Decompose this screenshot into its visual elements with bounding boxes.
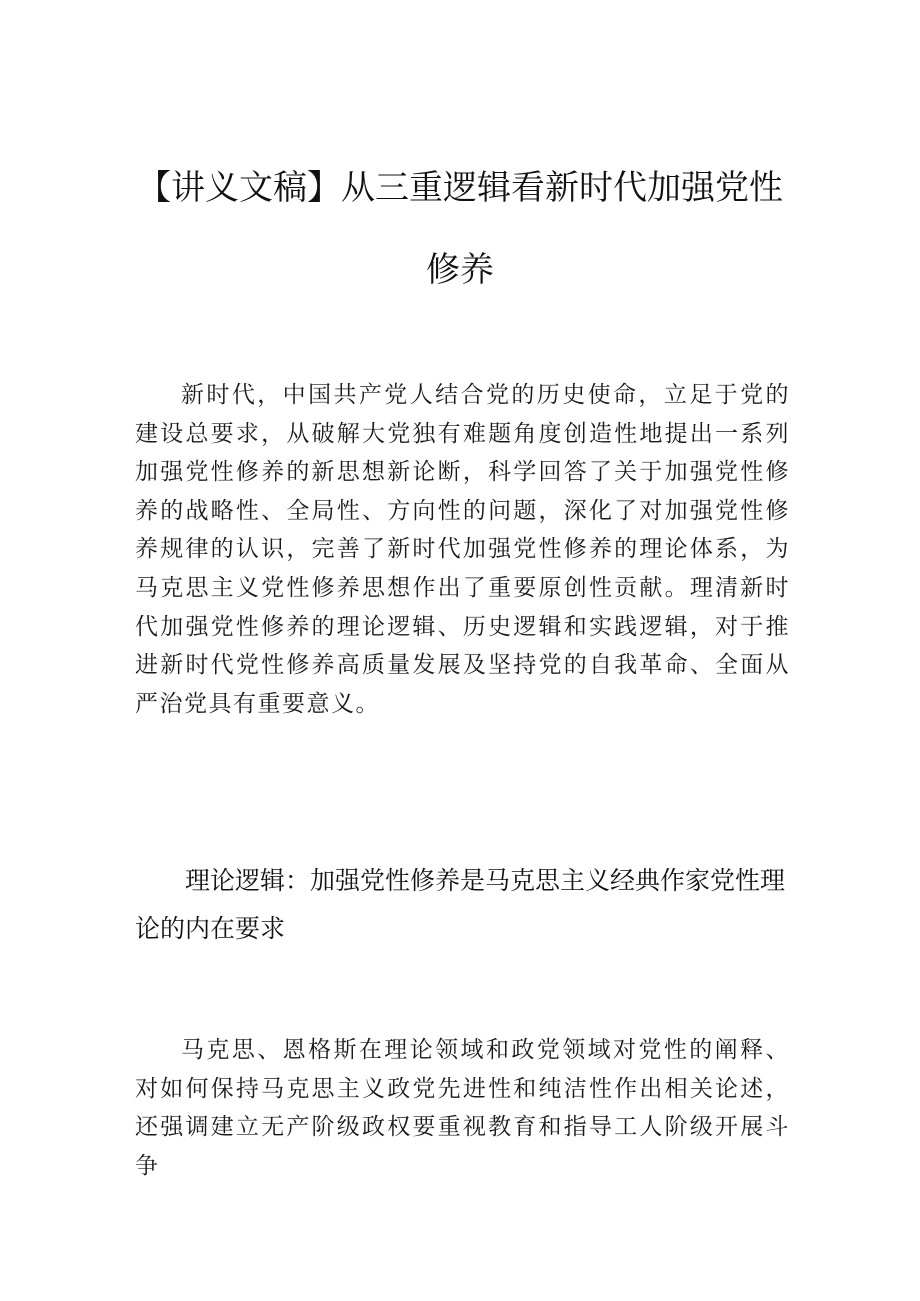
document-title-line-1: 【讲义文稿】从三重逻辑看新时代加强党性 [137, 168, 783, 208]
document-title-line-2: 修养 [426, 250, 494, 290]
body-paragraph-theory-logic: 马克思、恩格斯在理论领域和政党领域对党性的阐释、对如何保持马克思主义政党先进性和纯洁性作出相关论述，还强调建立无产阶级政权要重视教育和指导工人阶级开展斗争 [135, 1037, 790, 1179]
body-paragraph-intro: 新时代，中国共产党人结合党的历史使命，立足于党的建设总要求，从破解大党独有难题角度创造性地提出一系列加强党性修养的新思想新论断，科学回答了关于加强党性修养的战略性、全局性、方向性的问题，深化了对加强党性修养规律的认识，完善了新时代加强党性修养的理论体系，为马克思主义党性修养思想作出了重要原创性贡献。理清新时代加强党性修养的理论逻辑、历史逻辑和实践逻辑，对于推进新时代党性修养高质量发展及坚持党的自我革命、全面从严治党具有重要意义。 [135, 382, 790, 717]
section-heading-theory-logic: 理论逻辑：加强党性修养是马克思主义经典作家党性理论的内在要求 [135, 866, 786, 943]
